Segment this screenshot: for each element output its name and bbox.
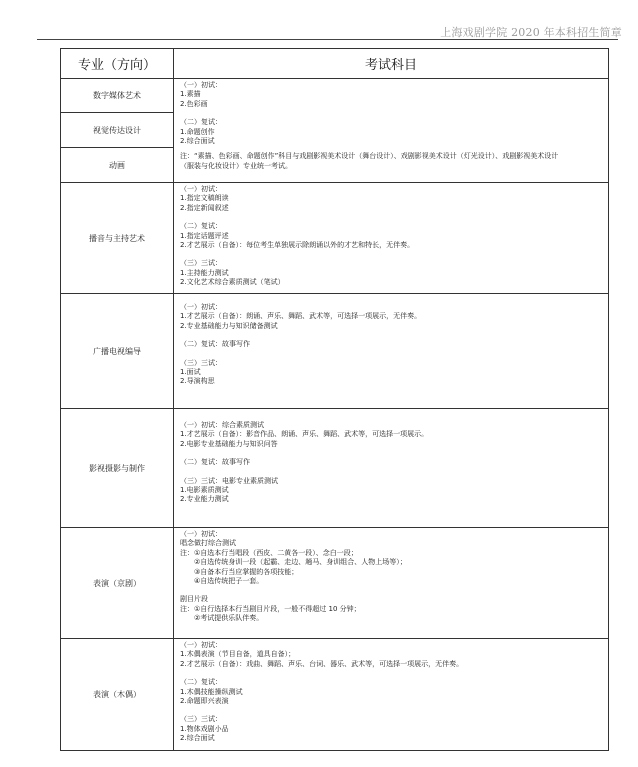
text-line: 2.命题即兴表演 — [180, 697, 229, 706]
table-row — [61, 639, 609, 751]
text-line: （一）初试： — [180, 81, 222, 89]
header-divider — [37, 39, 618, 40]
text-line: 2.综合面试 — [180, 137, 215, 146]
text-line: ②自选传统身训一段（起霸、走边、趟马、身训组合、人物上场等）； — [194, 558, 407, 567]
text-line: 2.指定新闻叙述 — [180, 203, 229, 212]
text-line: 1.主持能力测试 — [180, 268, 229, 277]
text-line: 2.才艺展示（自备）：每位考生单独展示除朗诵以外的才艺和特长，无伴奏。 — [180, 241, 415, 250]
text-line: 2.色彩画 — [180, 99, 208, 108]
text-line: ③自备本行当应掌握的各项技能； — [194, 567, 299, 576]
major-digital-media: 数字媒体艺术 — [61, 79, 174, 113]
table-row — [61, 183, 609, 294]
table-row — [61, 294, 609, 409]
text-line: （二）复试： — [180, 678, 222, 687]
text-line: （一）初试： — [180, 641, 222, 649]
text-line: （二）复试： — [180, 118, 222, 127]
major-cinematography: 影视摄影与制作 — [61, 409, 174, 528]
text-line: 1.物体戏剧小品 — [180, 724, 229, 733]
text-line: ④自选传统把子一套。 — [194, 577, 264, 586]
text-line: 1.指定话题评述 — [180, 231, 229, 240]
text-line: 1.才艺展示（自备）：朗诵、声乐、舞蹈、武术等，可选择一项展示，无伴奏。 — [180, 312, 422, 321]
text-line: （三）三试：电影专业素质测试 — [180, 476, 278, 485]
major-broadcasting-hosting: 播音与主持艺术 — [61, 183, 174, 294]
table-header-row — [61, 49, 609, 79]
text-line: 剧目片段 — [180, 595, 208, 604]
text-line: 1.面试 — [180, 368, 201, 377]
subjects-cinematography — [174, 409, 609, 528]
text-line: 2.导演构思 — [180, 377, 215, 386]
text-line: 2.文化艺术综合素质测试（笔试） — [180, 278, 285, 287]
text-line: 1.木偶技能操纵测试 — [180, 687, 243, 696]
text-line: （二）复试：故事写作 — [180, 340, 250, 349]
text-line: 2.综合面试 — [180, 734, 215, 743]
text-line: 1.才艺展示（自备）：影音作品、朗诵、声乐、舞蹈、武术等，可选择一项展示。 — [180, 430, 429, 439]
text-line: （二）复试：故事写作 — [180, 458, 250, 467]
text-line: 1.木偶表演（节目自备，道具自备）； — [180, 650, 296, 659]
text-line: 2.电影专业基础能力与知识问答 — [180, 439, 278, 448]
text-line: 2.专业能力测试 — [180, 495, 229, 504]
text-line: （三）三试： — [180, 358, 222, 367]
note-line: （服装与化妆设计）专业统一考试。 — [180, 161, 292, 170]
subjects-broadcasting-hosting — [174, 183, 609, 294]
text-line: ②考试提供乐队伴奏。 — [194, 614, 264, 623]
text-line: 注：①自行选择本行当剧目片段，一般不得超过 10 分钟； — [180, 604, 361, 613]
table-row — [61, 79, 609, 113]
text-line: （三）三试： — [180, 715, 222, 724]
text-line: 1.指定文稿朗读 — [180, 194, 229, 203]
text-line: （二）复试： — [180, 222, 222, 231]
major-puppetry-acting: 表演（木偶） — [61, 639, 174, 751]
exam-subjects-table — [60, 48, 609, 751]
major-animation: 动画 — [61, 148, 174, 183]
subjects-tv-directing — [174, 294, 609, 409]
text-line: 1.电影素质测试 — [180, 486, 229, 495]
major-tv-directing: 广播电视编导 — [61, 294, 174, 409]
text-line: （一）初试： — [180, 303, 222, 311]
text-line: （三）三试： — [180, 259, 222, 268]
text-line: 1.素描 — [180, 90, 201, 99]
note-line: 注：“素描、色彩画、命题创作”科目与戏剧影视美术设计（舞台设计）、戏剧影视美术设计（灯光设计）、戏剧影视美术设计 — [180, 152, 559, 161]
text-line: （一）初试： — [180, 185, 222, 193]
subjects-peking-opera-acting — [174, 528, 609, 639]
column-header-subjects: 考试科目 — [174, 49, 609, 79]
text-line: 2.专业基础能力与知识储备测试 — [180, 321, 278, 330]
text-line: 注：①自选本行当唱段（西皮、二黄各一段）、念白一段； — [180, 548, 358, 557]
text-line: （一）初试： — [180, 530, 222, 538]
table-row — [61, 409, 609, 528]
table-row — [61, 528, 609, 639]
header-title: 上海戏剧学院 2020 年本科招生简章 — [440, 26, 622, 39]
text-line: 唱念做打综合测试 — [180, 539, 236, 548]
subjects-design-group — [174, 79, 609, 183]
text-line: （一）初试：综合素质测试 — [180, 421, 264, 429]
major-peking-opera-acting: 表演（京剧） — [61, 528, 174, 639]
column-header-major: 专业（方向） — [61, 49, 174, 79]
text-line: 1.命题创作 — [180, 127, 215, 136]
major-visual-communication: 视觉传达设计 — [61, 113, 174, 148]
text-line: 2.才艺展示（自备）：戏曲、舞蹈、声乐、台词、器乐、武术等，可选择一项展示，无伴奏。 — [180, 659, 464, 668]
subjects-puppetry-acting — [174, 639, 609, 751]
